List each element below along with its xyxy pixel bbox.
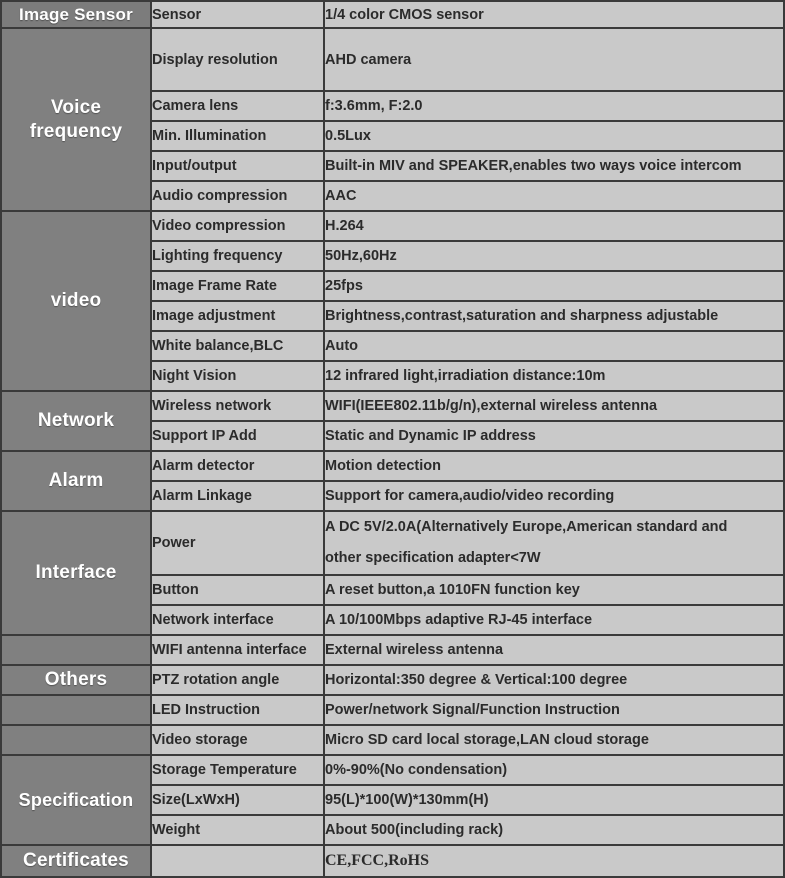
param-input-output: Input/output bbox=[152, 152, 323, 180]
value-white-balance-blc: Auto bbox=[325, 332, 783, 360]
param-ptz-rotation-angle: PTZ rotation angle bbox=[152, 666, 323, 694]
param-night-vision: Night Vision bbox=[152, 362, 323, 390]
section-label-others-spacer-mid bbox=[2, 696, 150, 724]
section-label-interface: Interface bbox=[2, 512, 150, 634]
param-wifi-antenna-interface: WIFI antenna interface bbox=[152, 636, 323, 664]
param-display-resolution: Display resolution bbox=[152, 29, 323, 90]
param-white-balance-blc: White balance,BLC bbox=[152, 332, 323, 360]
value-storage-temperature: 0%-90%(No condensation) bbox=[325, 756, 783, 784]
param-support-ip-add: Support IP Add bbox=[152, 422, 323, 450]
param-image-frame-rate: Image Frame Rate bbox=[152, 272, 323, 300]
section-label-others-spacer-top bbox=[2, 636, 150, 664]
table-row bbox=[2, 756, 783, 784]
value-certificates: CE,FCC,RoHS bbox=[325, 846, 783, 876]
param-size: Size(LxWxH) bbox=[152, 786, 323, 814]
param-min-illumination: Min. Illumination bbox=[152, 122, 323, 150]
value-video-compression: H.264 bbox=[325, 212, 783, 240]
param-sensor: Sensor bbox=[152, 2, 323, 27]
section-label-alarm: Alarm bbox=[2, 452, 150, 510]
table-row bbox=[2, 666, 783, 694]
value-size: 95(L)*100(W)*130mm(H) bbox=[325, 786, 783, 814]
value-network-interface: A 10/100Mbps adaptive RJ-45 interface bbox=[325, 606, 783, 634]
table-row bbox=[2, 846, 783, 876]
value-sensor: 1/4 color CMOS sensor bbox=[325, 2, 783, 27]
table-row bbox=[2, 2, 783, 27]
param-video-storage: Video storage bbox=[152, 726, 323, 754]
param-power: Power bbox=[152, 512, 323, 574]
table-row bbox=[2, 636, 783, 664]
value-wifi-antenna-interface: External wireless antenna bbox=[325, 636, 783, 664]
section-label-specification: Specification bbox=[2, 756, 150, 844]
value-image-adjustment: Brightness,contrast,saturation and sharpness adjustable bbox=[325, 302, 783, 330]
param-weight: Weight bbox=[152, 816, 323, 844]
value-input-output: Built-in MIV and SPEAKER,enables two ways voice intercom bbox=[325, 152, 783, 180]
value-min-illumination: 0.5Lux bbox=[325, 122, 783, 150]
table-row bbox=[2, 392, 783, 420]
value-led-instruction: Power/network Signal/Function Instruction bbox=[325, 696, 783, 724]
value-camera-lens: f:3.6mm, F:2.0 bbox=[325, 92, 783, 120]
table-row bbox=[2, 512, 783, 574]
param-wireless-network: Wireless network bbox=[152, 392, 323, 420]
value-video-storage: Micro SD card local storage,LAN cloud storage bbox=[325, 726, 783, 754]
value-image-frame-rate: 25fps bbox=[325, 272, 783, 300]
param-certificates-empty bbox=[152, 846, 323, 876]
section-label-certificates: Certificates bbox=[2, 846, 150, 876]
value-ptz-rotation-angle: Horizontal:350 degree & Vertical:100 degree bbox=[325, 666, 783, 694]
section-label-image-sensor: Image Sensor bbox=[2, 2, 150, 27]
value-weight: About 500(including rack) bbox=[325, 816, 783, 844]
value-night-vision: 12 infrared light,irradiation distance:10m bbox=[325, 362, 783, 390]
section-label-others-spacer-bottom bbox=[2, 726, 150, 754]
value-lighting-frequency: 50Hz,60Hz bbox=[325, 242, 783, 270]
value-display-resolution: AHD camera bbox=[325, 29, 783, 90]
section-label-network: Network bbox=[2, 392, 150, 450]
value-alarm-linkage: Support for camera,audio/video recording bbox=[325, 482, 783, 510]
value-power-line2: other specification adapter<7W bbox=[325, 550, 541, 567]
table-row bbox=[2, 29, 783, 90]
param-network-interface: Network interface bbox=[152, 606, 323, 634]
param-lighting-frequency: Lighting frequency bbox=[152, 242, 323, 270]
value-power bbox=[325, 512, 783, 574]
param-button: Button bbox=[152, 576, 323, 604]
param-camera-lens: Camera lens bbox=[152, 92, 323, 120]
param-alarm-detector: Alarm detector bbox=[152, 452, 323, 480]
param-alarm-linkage: Alarm Linkage bbox=[152, 482, 323, 510]
section-label-voice-frequency: Voice frequency bbox=[2, 29, 150, 210]
param-video-compression: Video compression bbox=[152, 212, 323, 240]
value-wireless-network: WIFI(IEEE802.11b/g/n),external wireless antenna bbox=[325, 392, 783, 420]
section-label-others: Others bbox=[2, 666, 150, 694]
param-storage-temperature: Storage Temperature bbox=[152, 756, 323, 784]
param-audio-compression: Audio compression bbox=[152, 182, 323, 210]
table-row bbox=[2, 452, 783, 480]
table-row bbox=[2, 212, 783, 240]
value-power-line1: A DC 5V/2.0A(Alternatively Europe,American standard and bbox=[325, 519, 728, 535]
value-audio-compression: AAC bbox=[325, 182, 783, 210]
value-alarm-detector: Motion detection bbox=[325, 452, 783, 480]
param-image-adjustment: Image adjustment bbox=[152, 302, 323, 330]
param-led-instruction: LED Instruction bbox=[152, 696, 323, 724]
section-label-video: video bbox=[2, 212, 150, 390]
table-row bbox=[2, 726, 783, 754]
table-row bbox=[2, 696, 783, 724]
value-button: A reset button,a 1010FN function key bbox=[325, 576, 783, 604]
value-support-ip-add: Static and Dynamic IP address bbox=[325, 422, 783, 450]
